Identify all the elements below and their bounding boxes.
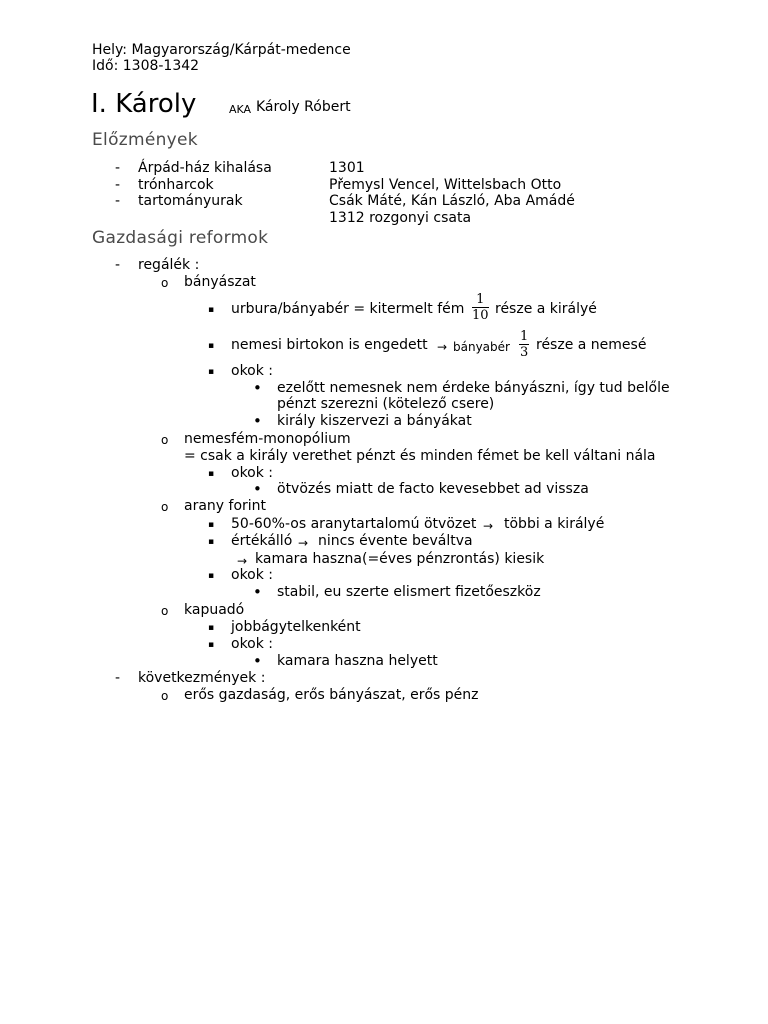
square-bullet: ▪ [208, 520, 215, 530]
list-item-value: 1312 rozgonyi csata [329, 210, 472, 226]
list-item: értékálló [231, 533, 293, 549]
list-item: okok : [231, 636, 274, 652]
list-item: jobbágytelkenként [231, 619, 361, 635]
fraction-numerator: 1 [472, 292, 489, 308]
section-heading-gazdasagi-reformok: Gazdasági reformok [92, 228, 269, 248]
fraction-denominator: 10 [472, 308, 489, 323]
list-item: okok : [231, 363, 274, 379]
list-item: következmények : [138, 670, 266, 686]
fraction-numerator: 1 [520, 329, 529, 344]
list-item: ötvözés miatt de facto kevesebbet ad vissza [277, 481, 589, 497]
list-item-value: Přemysl Vencel, Wittelsbach Otto [329, 177, 562, 193]
arrow-icon: → [298, 536, 309, 550]
nemesi-text-end: része a nemesé [536, 337, 647, 353]
time-line: Idő: 1308-1342 [92, 58, 200, 74]
list-item: bányászat [184, 274, 256, 290]
circle-bullet: o [161, 500, 169, 514]
dot-bullet: • [253, 379, 262, 397]
dash-bullet: - [115, 160, 121, 176]
dot-bullet: • [253, 480, 262, 498]
dot-bullet: • [253, 583, 262, 601]
list-item: király kiszervezi a bányákat [277, 413, 472, 429]
square-bullet: ▪ [208, 640, 215, 650]
list-item-end: többi a királyé [504, 516, 605, 532]
fraction-denominator: 3 [520, 345, 529, 360]
banyaber-label: bányabér [453, 340, 510, 354]
list-item: erős gazdaság, erős bányászat, erős pénz [184, 687, 479, 703]
list-item-value: Csák Máté, Kán László, Aba Amádé [329, 193, 575, 209]
dash-bullet: - [115, 257, 121, 273]
aka-label: AKA [229, 103, 252, 116]
arrow-icon: → [483, 519, 494, 533]
list-item: ezelőtt nemesnek nem érdeke bányászni, így tud belőle [277, 380, 670, 396]
square-bullet: ▪ [208, 537, 215, 547]
list-item: arany forint [184, 498, 267, 514]
list-item-continuation: = csak a király verethet pénzt és minden fémet be kell váltani nála [184, 448, 656, 464]
list-item-end: nincs évente beváltva [318, 533, 473, 549]
square-bullet: ▪ [208, 305, 215, 315]
arrow-icon: → [437, 340, 448, 354]
circle-bullet: o [161, 433, 169, 447]
section-heading-elozmenyek: Előzmények [92, 130, 198, 150]
dash-bullet: - [115, 177, 121, 193]
list-item: okok : [231, 465, 274, 481]
fraction-one-tenth [472, 292, 489, 323]
square-bullet: ▪ [208, 571, 215, 581]
urbura-text: urbura/bányabér = kitermelt fém [231, 301, 465, 317]
list-item: okok : [231, 567, 274, 583]
list-item: 50-60%-os aranytartalomú ötvözet [231, 516, 477, 532]
page-title: I. Károly [91, 89, 197, 119]
list-item-label: tartományurak [138, 193, 243, 209]
place-line: Hely: Magyarország/Kárpát-medence [92, 42, 351, 58]
list-item-continuation: pénzt szerezni (kötelező csere) [277, 396, 495, 412]
square-bullet: ▪ [208, 623, 215, 633]
circle-bullet: o [161, 604, 169, 618]
fraction-one-third [519, 329, 529, 360]
list-item-label: Árpád-ház kihalása [138, 160, 272, 176]
arrow-icon: → [237, 554, 248, 568]
dot-bullet: • [253, 652, 262, 670]
dash-bullet: - [115, 670, 121, 686]
square-bullet: ▪ [208, 367, 215, 377]
list-item-continuation: kamara haszna(=éves pénzrontás) kiesik [255, 551, 545, 567]
list-item: regálék : [138, 257, 200, 273]
dash-bullet: - [115, 193, 121, 209]
list-item: kapuadó [184, 602, 245, 618]
nemesi-text: nemesi birtokon is engedett [231, 337, 428, 353]
square-bullet: ▪ [208, 341, 215, 351]
urbura-text-end: része a királyé [495, 301, 597, 317]
list-item: stabil, eu szerte elismert fizetőeszköz [277, 584, 541, 600]
square-bullet: ▪ [208, 469, 215, 479]
aka-name: Károly Róbert [256, 99, 351, 115]
circle-bullet: o [161, 689, 169, 703]
list-item-label: trónharcok [138, 177, 214, 193]
dot-bullet: • [253, 412, 262, 430]
list-item-value: 1301 [329, 160, 365, 176]
list-item: nemesfém-monopólium [184, 431, 351, 447]
circle-bullet: o [161, 276, 169, 290]
list-item: kamara haszna helyett [277, 653, 438, 669]
